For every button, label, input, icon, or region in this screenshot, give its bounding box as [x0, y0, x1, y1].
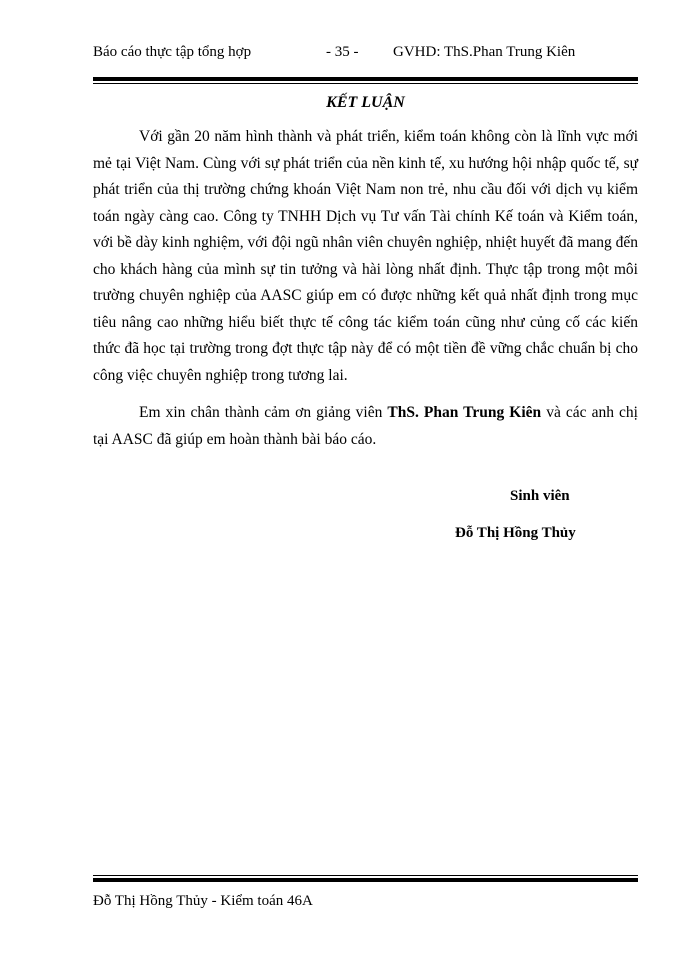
paragraph-1: Với gần 20 năm hình thành và phát triển, kiểm toán không còn là lĩnh vực mới mẻ tại Việt Nam. Cùng với sự phát triển của nền kinh tế, xu hướng hội nhập quốc tế, sự phát triển của thị trường chứng khoán Việt Nam non trẻ, nhu cầu đối với dịch vụ kiểm toán ngày càng cao. Công ty TNHH Dịch vụ Tư vấn Tài chính Kế toán và Kiểm toán, với bề dày kinh nghiệm, với đội ngũ nhân viên chuyên nghiệp, nhiệt huyết đã mang đến cho khách hàng của mình sự tin tưởng và hài lòng nhất định. Thực tập trong một môi trường chuyên nghiệp của AASC giúp em có được những kết quả nhất định trong mục tiêu nâng cao những hiểu biết thực tế công tác kiểm toán cũng như củng cố các kiến thức đã học tại trường trong đợt thực tập này để có một tiền đề vững chắc chuẩn bị cho công việc chuyên nghiệp trong tương lai.: [93, 128, 639, 384]
section-title: KẾT LUẬN: [326, 94, 405, 111]
header-divider-thin: [93, 83, 638, 84]
conclusion-body: [93, 124, 638, 453]
paragraph-2-text-end: và các anh chị tại AASC đã giúp em hoàn thành bài báo cáo.: [93, 404, 638, 448]
paragraph-2: [93, 400, 638, 453]
signature-name: Đỗ Thị Hồng Thủy: [455, 525, 576, 541]
header-page-number: - 35 -: [326, 44, 359, 60]
page-footer: Đỗ Thị Hồng Thủy - Kiểm toán 46A: [93, 893, 313, 909]
footer-divider-thick: [93, 878, 638, 882]
header-divider-thick: [93, 77, 638, 81]
supervisor-name-bold: ThS. Phan Trung Kiên: [387, 404, 542, 421]
paragraph-2-text-start: Em xin chân thành cảm ơn giảng viên: [139, 404, 388, 421]
signature-role: Sinh viên: [510, 488, 570, 504]
footer-divider-thin: [93, 875, 638, 876]
header-supervisor: GVHD: ThS.Phan Trung Kiên: [393, 44, 576, 60]
page-header: [93, 44, 638, 68]
header-report-title: Báo cáo thực tập tổng hợp: [93, 44, 252, 60]
